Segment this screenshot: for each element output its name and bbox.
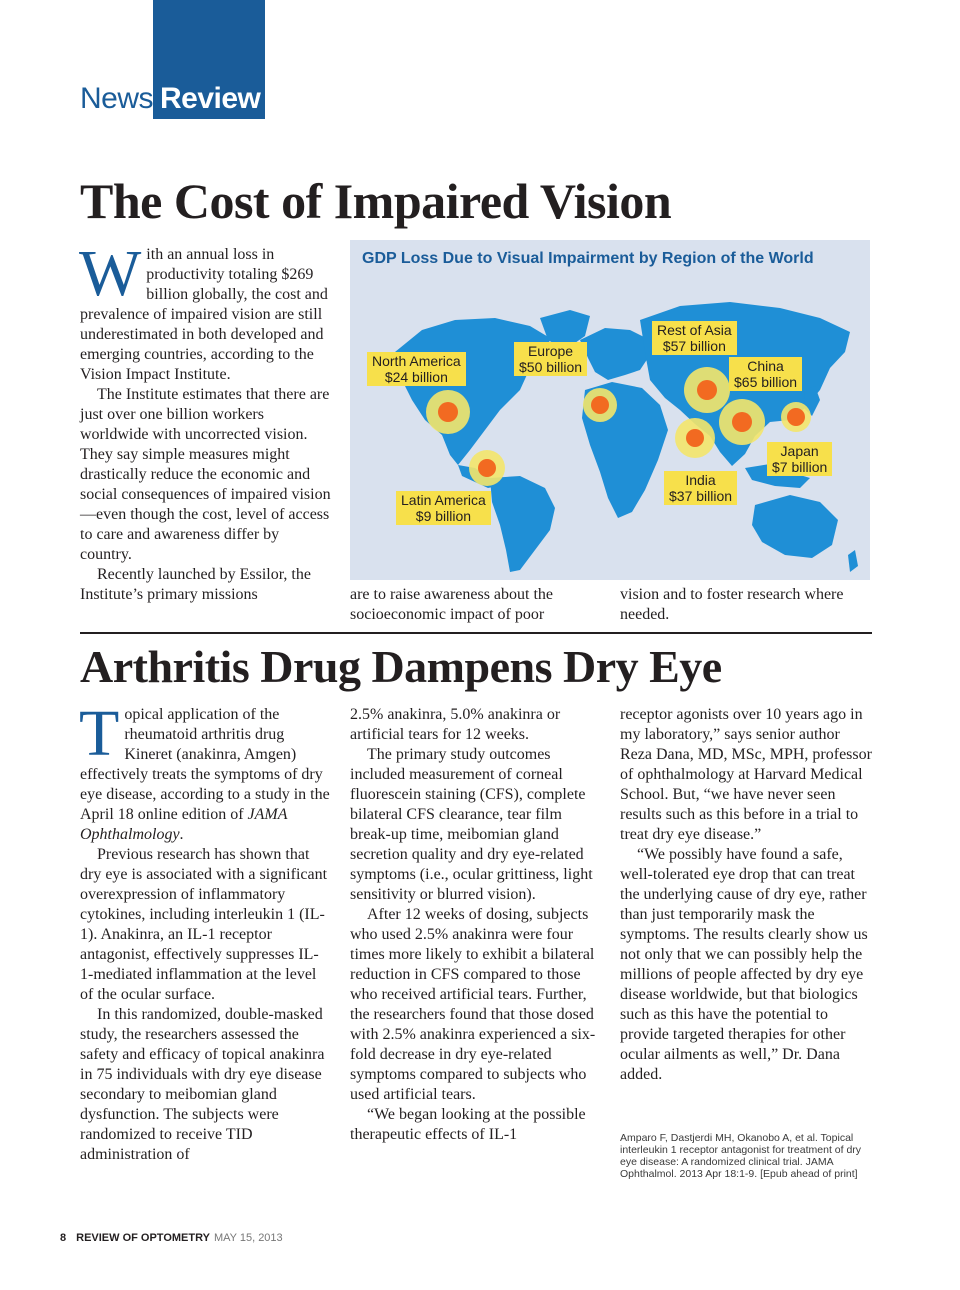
article1-column-2	[350, 585, 600, 625]
article2-paragraph-5: The primary study outcomes included measurement of corneal fluorescein staining (CFS), complete bilateral CFS clearance, tear film break-up time, meibomian gland secretion quality and dry eye-related symptoms (i.e., ocular grittiness, light sensitivity or blurred vision).	[350, 746, 593, 903]
article2-paragraph-6: After 12 weeks of dosing, subjects who used 2.5% anakinra were four times more likely to exhibit a bilateral reduction in CFS compared to those who received artificial tears. Further, the researchers found that those dosed with 2.5% anakinra experienced a six-fold decrease in dry eye-related symptoms compared to subjects who used artificial tears.	[350, 906, 596, 1103]
page-number: 8	[60, 1232, 67, 1244]
section-divider	[80, 632, 872, 634]
section-review-label: Review	[160, 82, 261, 115]
article2-column-2	[350, 705, 602, 1145]
magazine-name: REVIEW OF OPTOMETRY	[76, 1232, 210, 1244]
article1-paragraph-3c: vision and to foster research where needed.	[620, 586, 844, 623]
marker-latin-america	[469, 450, 505, 486]
article2-paragraph-4: 2.5% anakinra, 5.0% anakinra or artificial tears for 12 weeks.	[350, 706, 561, 743]
marker-rest-of-asia	[684, 367, 730, 413]
marker-europe	[583, 388, 617, 422]
section-news-label: News	[80, 82, 154, 115]
world-map	[350, 240, 870, 580]
article2-paragraph-9: “We possibly have found a safe, well-tolerated eye drop that can treat the underlying cause of dry eye, rather than just temporarily mask the symptoms. The results clearly show us not only that we can possibly help the millions of people affected by dry eye disease worldwide, but that biologics such as this have the potential to provide targeted therapies for other ocular ailments as well,” Dr. Dana added.	[620, 846, 868, 1083]
issue-date: MAY 15, 2013	[213, 1232, 283, 1244]
label-india: India $37 billion	[664, 471, 737, 505]
australia-shape	[752, 495, 838, 558]
marker-china	[719, 399, 765, 445]
article2-paragraph-1: opical application of the rheumatoid arthritis drug Kineret (anakinra, Amgen) effectively treats the symptoms of dry eye disease, according to a study in the April 18 online edition of	[80, 706, 330, 823]
marker-japan	[781, 402, 811, 432]
drop-cap: W	[79, 237, 142, 310]
article2-paragraph-7: “We began looking at the possible therapeutic effects of IL-1	[350, 1106, 586, 1143]
marker-north-america	[426, 390, 470, 434]
article1-paragraph-2: The Institute estimates that there are just over one billion workers worldwide with uncorrected vision. They say simple measures might drastically reduce the economic and social consequences of impaired vision—even though the cost, level of access to care and awareness differ by country.	[80, 386, 331, 563]
journal-name: JAMA Ophthalmology	[80, 806, 288, 843]
label-japan: Japan $7 billion	[767, 442, 832, 476]
page-footer	[60, 1232, 283, 1244]
label-north-america: North America $24 billion	[367, 352, 466, 386]
marker-india	[675, 418, 715, 458]
south-america-shape	[490, 476, 555, 572]
article1-paragraph-3b: are to raise awareness about the socioeconomic impact of poor	[350, 586, 554, 623]
label-europe: Europe $50 billion	[514, 342, 587, 376]
article1-column-3	[620, 585, 872, 625]
label-latin-america: Latin America $9 billion	[396, 491, 491, 525]
article2-column-3	[620, 705, 872, 1085]
article-title-impaired-vision: The Cost of Impaired Vision	[80, 173, 672, 229]
reference-citation: Amparo F, Dastjerdi MH, Okanobo A, et al. Topical interleukin 1 receptor antagonist for treatment of dry eye disease: A randomized clinical trial. JAMA Ophthalmol. 2013 Apr 18:1-9. [Epub ahead of print]	[620, 1132, 862, 1180]
article2-column-1: Topical application of the rheumatoid arthritis drug Kineret (anakinra, Amgen) effectively treats the symptoms of dry eye disease, according to a study in the April 18 online edition of JAMA Ophthalmology. Previous research has shown that dry eye is associated with a significant overexpression of inflammatory cytokines, including interleukin 1 (IL-1). Anakinra, an IL-1 receptor antagonist, effectively suppresses IL-1-mediated inflammation at the level of the ocular surface. In this randomized, double-masked study, the researchers assessed the safety and efficacy of topical anakinra in 75 individuals with dry eye disease secondary to meibomian gland dysfunction. The subjects were randomized to receive TID administration of	[80, 705, 332, 1165]
europe-shape	[580, 328, 650, 380]
article2-paragraph-3: In this randomized, double-masked study, the researchers assessed the safety and efficacy of topical anakinra in 75 individuals with dry eye disease secondary to meibomian gland dysfunction. The subjects were randomized to receive TID administration of	[80, 1006, 325, 1163]
article-title-dry-eye: Arthritis Drug Dampens Dry Eye	[80, 641, 722, 692]
article2-paragraph-2: Previous research has shown that dry eye is associated with a significant overexpression of inflammatory cytokines, including interleukin 1 (IL-1). Anakinra, an IL-1 receptor antagonist, effectively suppresses IL-1-mediated inflammation at the level of the ocular surface.	[80, 846, 328, 1003]
article1-paragraph-1: ith an annual loss in productivity totaling $269 billion globally, the cost and prevalence of impaired vision are still underestimated in both developed and emerging countries, according to the Vision Impact Institute.	[80, 246, 328, 383]
label-china: China $65 billion	[729, 357, 802, 391]
north-america-shape	[395, 318, 550, 465]
new-zealand-shape	[848, 550, 858, 572]
article1-paragraph-3a: Recently launched by Essilor, the Institute’s primary missions	[80, 566, 311, 603]
label-rest-of-asia: Rest of Asia $57 billion	[652, 321, 737, 355]
article2-paragraph-8: receptor agonists over 10 years ago in my laboratory,” says senior author Reza Dana, MD, MSc, MPH, professor of ophthalmology at Harvard Medical School. But, “we have never seen results such as this before in a trial to treat dry eye disease.”	[620, 706, 872, 843]
drop-cap: T	[79, 697, 120, 770]
article1-column-1	[79, 237, 332, 605]
chart-title: GDP Loss Due to Visual Impairment by Region of the World	[362, 250, 814, 267]
